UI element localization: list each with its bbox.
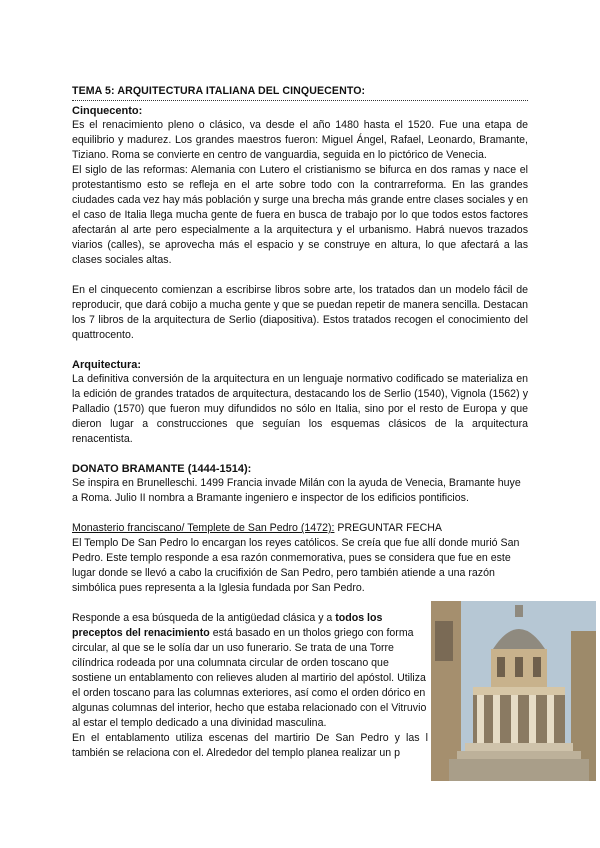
dotted-divider [72,100,528,101]
subheading-title: Monasterio franciscano/ Templete de San Pedro (1472): [72,522,335,534]
subheading-templete [72,521,528,536]
balustrade [473,687,565,695]
paragraph-bramante-1: Se inspira en Brunelleschi. 1499 Francia invade Milán con la ayuda de Venecia, Bramante huye a Roma. Julio II nombra a Bramante ingeniero e inspector de los edificios pontificios. [72,477,521,504]
paragraph-cinquecento-2: El siglo de las reformas: Alemania con Lutero el cristianismo se bifurca en dos ramas y nace el protestantismo esto se refleja en el arte sobre todo con la contrarreforma. En las grandes ciudades cada vez hay más población y surge una brecha más grande entre clases sociales y en el caso de Italia llega mucha gente de fuera en busca de trabajo por lo que todos estos factores afectarán al arte pero especialmente a la arquitectura y el urbanismo. Habrá nuevos trazados viarios (calles), se aprovecha más el espacio y se construye en altura, lo que afectará a las clases sociales altas. [72,164,528,266]
paragraph-bramante-2: El Templo De San Pedro lo encargan los reyes católicos. Se creía que fue allí donde murió San Pedro. Este templo responde a esa razón conmemorativa, pues se considera que fue en este lugar donde se llevó a cabo la crucifixión de San Pedro, pero también atiende a una razón simbólica pues representa a la Iglesia fundada por San Pedro. [72,537,520,594]
page-title: TEMA 5: ARQUITECTURA ITALIANA DEL CINQUECENTO: [72,85,366,97]
courtyard [449,759,589,781]
heading-cinquecento: Cinquecento: [72,105,143,117]
heading-arquitectura: Arquitectura: [72,359,142,371]
templete-illustration [431,601,596,781]
step-1 [465,743,573,751]
paragraph-cinquecento-1: Es el renacimiento pleno o clásico, va desde el año 1480 hasta el 1520. Fue una etapa de equilibrio y madurez. Los grandes maestros fueron: Miguel Ángel, Rafael, Leonardo, Bramante, Tiziano. Roma se convierte en centro de vanguardia, seguida en lo pictórico de Venecia. [72,119,528,161]
subheading-note: PREGUNTAR FECHA [334,522,442,534]
p3-bold: todos los preceptos del renacimiento [72,612,383,639]
paragraph-bramante-4: En el entablamento utiliza escenas del martirio De San Pedro y las l también se relaciona con el. Alrededor del templo planea realizar un p [72,732,428,759]
templete-photo [431,601,596,781]
p3-rest: está basado en un tholos griego con forma circular, al que se le solía dar un uso funerario. Se trata de una Torre cilíndrica rodeada por una columnata circular de orden toscano que sostiene un entablamento con relieves aluden al martirio del apóstol. Utiliza el orden toscano para las columnas exteriores, así como el orden dórico en algunas columnas del interior, hecho que estaba relacionado con el Vitruvio al estar el templo dedicado a una divinidad masculina. [72,627,427,729]
p3-start: Responde a esa búsqueda de la antigüedad clásica y a [72,612,336,624]
heading-bramante: DONATO BRAMANTE (1444-1514): [72,463,252,475]
step-2 [457,751,581,759]
paragraph-arquitectura: La definitiva conversión de la arquitectura en un lenguaje normativo codificado se materializa en la edición de grandes tratados de arquitectura, destacando los de Serlio (1540), Vignola (1562) y Palladio (1570) que fueron muy difundidos no sólo en Italia, sino por el resto de Europa y que dieron lugar a construcciones que seguían los esquemas clásicos de la arquitectura renacentista. [72,373,528,445]
left-window [435,621,453,661]
paragraph-bramante-3 [72,611,428,731]
lantern [515,605,523,617]
paragraph-cinquecento-3: En el cinquecento comienzan a escribirse libros sobre arte, los tratados dan un modelo fácil de reproducir, que dará cobijo a mucha gente y que se puedan repetir de manera sencilla. Destacan los 7 libros de la arquitectura de Serlio (diapositiva). Estos tratados recogen el conocimiento del quattrocento. [72,284,528,341]
